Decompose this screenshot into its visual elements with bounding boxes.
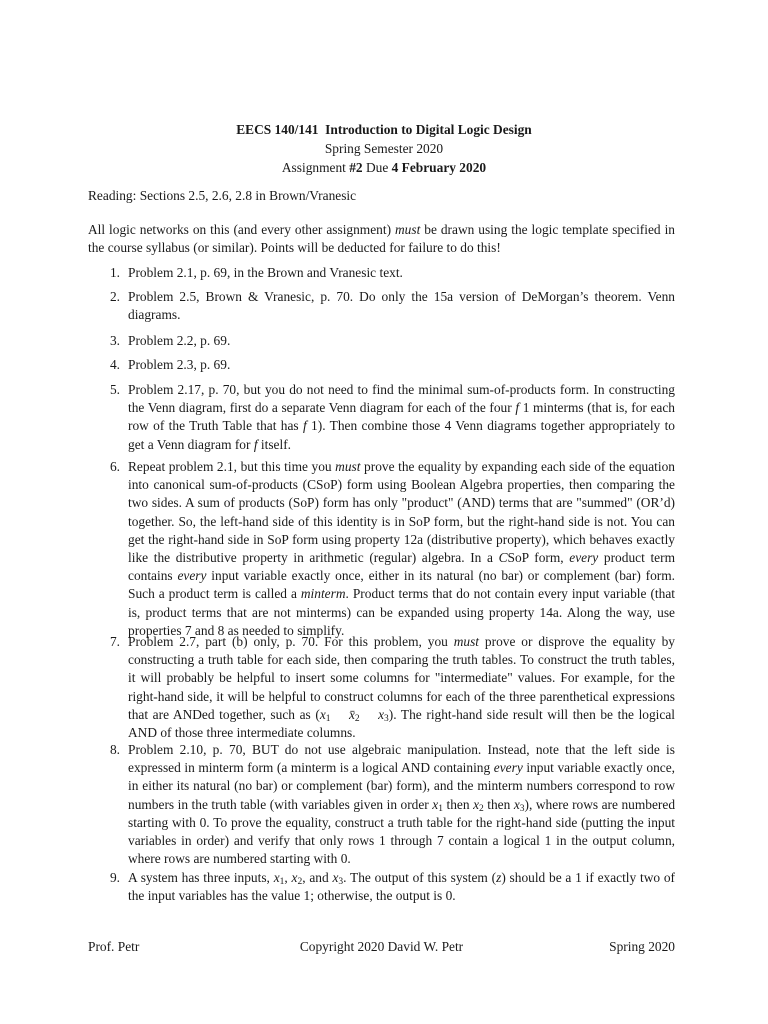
reading-line: Reading: Sections 2.5, 2.6, 2.8 in Brown/Vranesic [88,188,357,203]
page-footer [88,938,675,958]
problem-text: Problem 2.5, Brown & Vranesic, p. 70. Do only the 15a version of DeMorgan’s theorem. Venn diagrams. [128,289,675,323]
course-title: Introduction to Digital Logic Design [325,122,532,137]
footer-copyright: Copyright 2020 David W. Petr [299,939,464,954]
problem-number: 7. [109,634,120,649]
problem-number: 8. [109,742,120,757]
semester-line: Spring Semester 2020 [324,141,444,156]
problem-number: 2. [109,289,120,304]
problem-text: Problem 2.3, p. 69. [128,357,231,372]
problem-5 [104,381,675,454]
problem-text: Problem 2.10, p. 70, BUT do not use algebraic manipulation. Instead, note that the left side is expressed in minterm form (a minterm is a logical AND containing every input variable exactly once, in either its natural (no bar) or complement (bar) form), and the minterm numbers correspond to row numbers in the truth table (with variables given in order $x_1$ then $x_2$ then $x_3$), where rows are numbered starting with 0. To prove the equality, construct a truth table for the right-hand side (putting the input variables in order) and verify that only rows 1 through 7 contain a logical 1 in the output column, where rows are numbered starting with 0. [128,742,676,867]
footer-term: Spring 2020 [609,939,675,954]
intro-paragraph: All logic networks on this (and every other assignment) must be drawn using the logic template specified in the course syllabus (or similar). Points will be deducted for failure to do this! [88,222,675,256]
course-line [0,121,768,140]
problem-7 [104,633,675,742]
problem-2 [104,288,675,324]
problem-text: Problem 2.1, p. 69, in the Brown and Vranesic text. [128,265,403,280]
assignment-number: #2 [349,160,363,175]
problem-number: 1. [109,265,120,280]
problem-text: Problem 2.2, p. 69. [128,333,231,348]
problem-3 [104,332,675,350]
problem-4 [104,356,675,374]
problem-text: Problem 2.17, p. 70, but you do not need to find the minimal sum-of-products form. In constructing the Venn diagram, first do a separate Venn diagram for each of the four f 1 minterms (that is, for each row of the Truth Table that has f 1). Then combine those 4 Venn diagrams together appropriately to get a Venn diagram for f itself. [128,382,675,452]
problem-text: A system has three inputs, $x_1$, $x_2$, and $x_3$. The output of this system (z) should be a 1 if exactly two of the input variables has the value 1; otherwise, the output is 0. [128,870,676,904]
problem-text: Repeat problem 2.1, but this time you must prove the equality by expanding each side of the equation into canonical sum-of-products (CSoP) form using Boolean Algebra properties, then comparing the two sides. A sum of products (SoP) form has only "product" (AND) terms that are "summed" (OR’d) together. So, the left-hand side of this identity is in SoP form, but the right-hand side is not. You can get the right-hand side in SoP form using property 12a (distributive property), which behaves exactly like the distributive property in arithmetic (regular) algebra. In a CSoP form, every product term contains every input variable exactly once, either in its natural (no bar) or complement (bar) form. Such a product term is called a minterm. Product terms that do not contain every input variable (that is, product terms that are not minterms) can be expanded using property 14a. Along the way, use properties 7 and 8 as needed to simplify. [128,459,675,638]
problem-number: 4. [109,357,120,372]
problem-8 [104,741,675,868]
course-code: EECS 140/141 [236,122,319,137]
problem-text: Problem 2.7, part (b) only, p. 70. For this problem, you must prove or disprove the equality by constructing a truth table for each side, then comparing the truth tables. To construct the truth tables, it will probably be helpful to insert some columns for "intermediate" values. For example, for the right-hand side, it will be helpful to construct columns for each of the three parenthetical expressions that are ANDed together, such as ($x_1$ $x̄_2$ $x_3$). The right-hand side result will then be the logical AND of those three intermediate columns. [128,634,676,741]
problem-6 [104,458,675,640]
due-date: 4 February 2020 [391,160,487,175]
problem-number: 6. [109,459,120,474]
problem-1 [104,264,675,282]
assignment-header [0,121,768,178]
problem-number: 9. [109,870,120,885]
problem-number: 3. [109,333,120,348]
footer-author: Prof. Petr [88,939,140,954]
problem-9 [104,869,675,905]
problem-number: 5. [109,382,120,397]
assignment-line: Assignment #2 Due 4 February 2020 [281,160,487,175]
